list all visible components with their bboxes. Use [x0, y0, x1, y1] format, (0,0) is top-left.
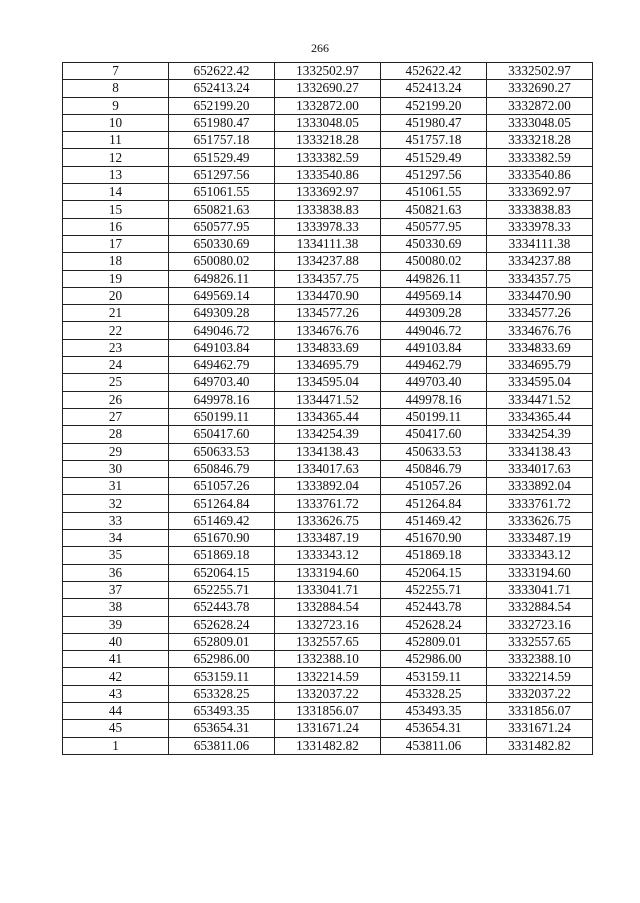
point-number-cell: 31 [63, 478, 169, 495]
y-alt-coordinate-cell: 3333487.19 [487, 530, 593, 547]
point-number-cell: 9 [63, 97, 169, 114]
x-alt-coordinate-cell: 449703.40 [381, 374, 487, 391]
table-row [63, 512, 593, 529]
x-alt-coordinate-cell: 452199.20 [381, 97, 487, 114]
x-coordinate-cell: 651057.26 [169, 478, 275, 495]
table-row [63, 201, 593, 218]
x-coordinate-cell: 650846.79 [169, 460, 275, 477]
y-alt-coordinate-cell: 3333892.04 [487, 478, 593, 495]
y-coordinate-cell: 1332690.27 [275, 80, 381, 97]
y-alt-coordinate-cell: 3332723.16 [487, 616, 593, 633]
y-alt-coordinate-cell: 3331856.07 [487, 702, 593, 719]
y-coordinate-cell: 1333540.86 [275, 166, 381, 183]
y-alt-coordinate-cell: 3334111.38 [487, 235, 593, 252]
x-coordinate-cell: 649826.11 [169, 270, 275, 287]
point-number-cell: 22 [63, 322, 169, 339]
table-row [63, 581, 593, 598]
coordinate-table [62, 62, 593, 755]
table-row [63, 63, 593, 80]
y-coordinate-cell: 1333048.05 [275, 114, 381, 131]
x-alt-coordinate-cell: 452809.01 [381, 633, 487, 650]
y-coordinate-cell: 1334676.76 [275, 322, 381, 339]
x-coordinate-cell: 651061.55 [169, 184, 275, 201]
x-alt-coordinate-cell: 451529.49 [381, 149, 487, 166]
table-row [63, 720, 593, 737]
point-number-cell: 10 [63, 114, 169, 131]
table-row [63, 443, 593, 460]
x-coordinate-cell: 649309.28 [169, 305, 275, 322]
x-coordinate-cell: 651469.42 [169, 512, 275, 529]
x-coordinate-cell: 650199.11 [169, 408, 275, 425]
point-number-cell: 23 [63, 339, 169, 356]
table-row [63, 80, 593, 97]
table-row [63, 685, 593, 702]
point-number-cell: 41 [63, 651, 169, 668]
point-number-cell: 44 [63, 702, 169, 719]
point-number-cell: 16 [63, 218, 169, 235]
x-coordinate-cell: 650080.02 [169, 253, 275, 270]
y-alt-coordinate-cell: 3333838.83 [487, 201, 593, 218]
table-row [63, 374, 593, 391]
table-row [63, 270, 593, 287]
point-number-cell: 29 [63, 443, 169, 460]
x-alt-coordinate-cell: 451057.26 [381, 478, 487, 495]
y-alt-coordinate-cell: 3334365.44 [487, 408, 593, 425]
y-alt-coordinate-cell: 3334471.52 [487, 391, 593, 408]
y-coordinate-cell: 1334577.26 [275, 305, 381, 322]
table-row [63, 616, 593, 633]
table-row [63, 460, 593, 477]
table-row [63, 408, 593, 425]
x-coordinate-cell: 650633.53 [169, 443, 275, 460]
y-alt-coordinate-cell: 3333048.05 [487, 114, 593, 131]
point-number-cell: 45 [63, 720, 169, 737]
x-coordinate-cell: 651264.84 [169, 495, 275, 512]
point-number-cell: 35 [63, 547, 169, 564]
x-coordinate-cell: 650821.63 [169, 201, 275, 218]
y-alt-coordinate-cell: 3333343.12 [487, 547, 593, 564]
y-coordinate-cell: 1334365.44 [275, 408, 381, 425]
y-alt-coordinate-cell: 3334577.26 [487, 305, 593, 322]
y-coordinate-cell: 1334138.43 [275, 443, 381, 460]
x-coordinate-cell: 651529.49 [169, 149, 275, 166]
y-alt-coordinate-cell: 3332502.97 [487, 63, 593, 80]
x-alt-coordinate-cell: 452413.24 [381, 80, 487, 97]
point-number-cell: 34 [63, 530, 169, 547]
point-number-cell: 20 [63, 287, 169, 304]
y-alt-coordinate-cell: 3334357.75 [487, 270, 593, 287]
y-coordinate-cell: 1334595.04 [275, 374, 381, 391]
x-coordinate-cell: 653811.06 [169, 737, 275, 754]
point-number-cell: 36 [63, 564, 169, 581]
x-coordinate-cell: 652809.01 [169, 633, 275, 650]
y-alt-coordinate-cell: 3333692.97 [487, 184, 593, 201]
y-alt-coordinate-cell: 3334833.69 [487, 339, 593, 356]
x-coordinate-cell: 649046.72 [169, 322, 275, 339]
y-coordinate-cell: 1332872.00 [275, 97, 381, 114]
x-alt-coordinate-cell: 451297.56 [381, 166, 487, 183]
x-coordinate-cell: 652255.71 [169, 581, 275, 598]
table-row [63, 166, 593, 183]
y-coordinate-cell: 1333692.97 [275, 184, 381, 201]
point-number-cell: 1 [63, 737, 169, 754]
point-number-cell: 26 [63, 391, 169, 408]
x-alt-coordinate-cell: 449978.16 [381, 391, 487, 408]
point-number-cell: 8 [63, 80, 169, 97]
x-alt-coordinate-cell: 450846.79 [381, 460, 487, 477]
y-alt-coordinate-cell: 3334595.04 [487, 374, 593, 391]
x-alt-coordinate-cell: 452255.71 [381, 581, 487, 598]
point-number-cell: 40 [63, 633, 169, 650]
y-alt-coordinate-cell: 3333761.72 [487, 495, 593, 512]
x-alt-coordinate-cell: 450330.69 [381, 235, 487, 252]
point-number-cell: 43 [63, 685, 169, 702]
y-coordinate-cell: 1331671.24 [275, 720, 381, 737]
y-coordinate-cell: 1334833.69 [275, 339, 381, 356]
x-alt-coordinate-cell: 453811.06 [381, 737, 487, 754]
table-row [63, 322, 593, 339]
point-number-cell: 42 [63, 668, 169, 685]
point-number-cell: 11 [63, 132, 169, 149]
y-coordinate-cell: 1334357.75 [275, 270, 381, 287]
x-coordinate-cell: 649978.16 [169, 391, 275, 408]
table-row [63, 305, 593, 322]
table-row [63, 530, 593, 547]
y-coordinate-cell: 1333626.75 [275, 512, 381, 529]
y-alt-coordinate-cell: 3333041.71 [487, 581, 593, 598]
y-alt-coordinate-cell: 3334138.43 [487, 443, 593, 460]
y-coordinate-cell: 1333761.72 [275, 495, 381, 512]
x-alt-coordinate-cell: 450633.53 [381, 443, 487, 460]
x-coordinate-cell: 653159.11 [169, 668, 275, 685]
table-row [63, 391, 593, 408]
point-number-cell: 24 [63, 357, 169, 374]
y-coordinate-cell: 1332723.16 [275, 616, 381, 633]
point-number-cell: 19 [63, 270, 169, 287]
x-coordinate-cell: 651297.56 [169, 166, 275, 183]
point-number-cell: 25 [63, 374, 169, 391]
table-row [63, 218, 593, 235]
y-alt-coordinate-cell: 3333194.60 [487, 564, 593, 581]
y-coordinate-cell: 1333218.28 [275, 132, 381, 149]
y-alt-coordinate-cell: 3333218.28 [487, 132, 593, 149]
x-alt-coordinate-cell: 451264.84 [381, 495, 487, 512]
y-alt-coordinate-cell: 3334695.79 [487, 357, 593, 374]
y-coordinate-cell: 1333041.71 [275, 581, 381, 598]
table-row [63, 149, 593, 166]
x-coordinate-cell: 651869.18 [169, 547, 275, 564]
y-alt-coordinate-cell: 3332214.59 [487, 668, 593, 685]
point-number-cell: 17 [63, 235, 169, 252]
y-coordinate-cell: 1333892.04 [275, 478, 381, 495]
x-alt-coordinate-cell: 450417.60 [381, 426, 487, 443]
x-alt-coordinate-cell: 452443.78 [381, 599, 487, 616]
table-row [63, 357, 593, 374]
x-alt-coordinate-cell: 450199.11 [381, 408, 487, 425]
x-alt-coordinate-cell: 449046.72 [381, 322, 487, 339]
point-number-cell: 37 [63, 581, 169, 598]
table-row [63, 184, 593, 201]
x-coordinate-cell: 651757.18 [169, 132, 275, 149]
table-row [63, 599, 593, 616]
x-alt-coordinate-cell: 449309.28 [381, 305, 487, 322]
x-alt-coordinate-cell: 452628.24 [381, 616, 487, 633]
x-coordinate-cell: 653654.31 [169, 720, 275, 737]
x-alt-coordinate-cell: 452986.00 [381, 651, 487, 668]
table-row [63, 253, 593, 270]
point-number-cell: 21 [63, 305, 169, 322]
x-alt-coordinate-cell: 449569.14 [381, 287, 487, 304]
x-coordinate-cell: 649703.40 [169, 374, 275, 391]
point-number-cell: 38 [63, 599, 169, 616]
x-coordinate-cell: 649462.79 [169, 357, 275, 374]
y-coordinate-cell: 1332502.97 [275, 63, 381, 80]
y-alt-coordinate-cell: 3334254.39 [487, 426, 593, 443]
x-coordinate-cell: 650577.95 [169, 218, 275, 235]
table-row [63, 339, 593, 356]
y-coordinate-cell: 1333838.83 [275, 201, 381, 218]
y-alt-coordinate-cell: 3332037.22 [487, 685, 593, 702]
table-row [63, 737, 593, 754]
y-coordinate-cell: 1331482.82 [275, 737, 381, 754]
y-coordinate-cell: 1334254.39 [275, 426, 381, 443]
y-alt-coordinate-cell: 3333978.33 [487, 218, 593, 235]
x-alt-coordinate-cell: 453159.11 [381, 668, 487, 685]
x-coordinate-cell: 649103.84 [169, 339, 275, 356]
table-row [63, 633, 593, 650]
x-coordinate-cell: 652622.42 [169, 63, 275, 80]
y-alt-coordinate-cell: 3333626.75 [487, 512, 593, 529]
x-alt-coordinate-cell: 450821.63 [381, 201, 487, 218]
x-coordinate-cell: 651980.47 [169, 114, 275, 131]
x-coordinate-cell: 652986.00 [169, 651, 275, 668]
point-number-cell: 7 [63, 63, 169, 80]
y-alt-coordinate-cell: 3334237.88 [487, 253, 593, 270]
y-alt-coordinate-cell: 3334017.63 [487, 460, 593, 477]
x-alt-coordinate-cell: 450577.95 [381, 218, 487, 235]
point-number-cell: 28 [63, 426, 169, 443]
y-alt-coordinate-cell: 3332884.54 [487, 599, 593, 616]
x-alt-coordinate-cell: 451869.18 [381, 547, 487, 564]
y-coordinate-cell: 1331856.07 [275, 702, 381, 719]
point-number-cell: 13 [63, 166, 169, 183]
x-coordinate-cell: 651670.90 [169, 530, 275, 547]
point-number-cell: 33 [63, 512, 169, 529]
y-coordinate-cell: 1332388.10 [275, 651, 381, 668]
x-coordinate-cell: 650417.60 [169, 426, 275, 443]
x-coordinate-cell: 652443.78 [169, 599, 275, 616]
x-coordinate-cell: 649569.14 [169, 287, 275, 304]
y-coordinate-cell: 1333343.12 [275, 547, 381, 564]
x-coordinate-cell: 652199.20 [169, 97, 275, 114]
y-alt-coordinate-cell: 3332557.65 [487, 633, 593, 650]
x-alt-coordinate-cell: 453493.35 [381, 702, 487, 719]
x-coordinate-cell: 653493.35 [169, 702, 275, 719]
table-row [63, 702, 593, 719]
y-coordinate-cell: 1333978.33 [275, 218, 381, 235]
table-row [63, 668, 593, 685]
x-alt-coordinate-cell: 451061.55 [381, 184, 487, 201]
y-alt-coordinate-cell: 3332388.10 [487, 651, 593, 668]
point-number-cell: 18 [63, 253, 169, 270]
table-row [63, 547, 593, 564]
y-coordinate-cell: 1333487.19 [275, 530, 381, 547]
x-coordinate-cell: 652628.24 [169, 616, 275, 633]
x-alt-coordinate-cell: 449826.11 [381, 270, 487, 287]
y-alt-coordinate-cell: 3334676.76 [487, 322, 593, 339]
table-row [63, 114, 593, 131]
x-alt-coordinate-cell: 450080.02 [381, 253, 487, 270]
y-alt-coordinate-cell: 3332872.00 [487, 97, 593, 114]
y-coordinate-cell: 1334471.52 [275, 391, 381, 408]
point-number-cell: 27 [63, 408, 169, 425]
table-row [63, 132, 593, 149]
y-coordinate-cell: 1334237.88 [275, 253, 381, 270]
x-alt-coordinate-cell: 451980.47 [381, 114, 487, 131]
table-row [63, 564, 593, 581]
coordinate-table-body [63, 63, 593, 755]
y-alt-coordinate-cell: 3331671.24 [487, 720, 593, 737]
table-row [63, 287, 593, 304]
x-alt-coordinate-cell: 449462.79 [381, 357, 487, 374]
point-number-cell: 39 [63, 616, 169, 633]
y-coordinate-cell: 1332214.59 [275, 668, 381, 685]
y-coordinate-cell: 1334017.63 [275, 460, 381, 477]
point-number-cell: 30 [63, 460, 169, 477]
y-coordinate-cell: 1332884.54 [275, 599, 381, 616]
point-number-cell: 12 [63, 149, 169, 166]
x-coordinate-cell: 652064.15 [169, 564, 275, 581]
x-alt-coordinate-cell: 451469.42 [381, 512, 487, 529]
x-coordinate-cell: 652413.24 [169, 80, 275, 97]
page-number: 266 [311, 41, 329, 55]
y-alt-coordinate-cell: 3334470.90 [487, 287, 593, 304]
y-coordinate-cell: 1334470.90 [275, 287, 381, 304]
x-alt-coordinate-cell: 453328.25 [381, 685, 487, 702]
table-row [63, 651, 593, 668]
y-coordinate-cell: 1334111.38 [275, 235, 381, 252]
y-coordinate-cell: 1334695.79 [275, 357, 381, 374]
point-number-cell: 15 [63, 201, 169, 218]
x-alt-coordinate-cell: 451670.90 [381, 530, 487, 547]
y-alt-coordinate-cell: 3333540.86 [487, 166, 593, 183]
point-number-cell: 32 [63, 495, 169, 512]
y-coordinate-cell: 1332037.22 [275, 685, 381, 702]
x-alt-coordinate-cell: 453654.31 [381, 720, 487, 737]
y-coordinate-cell: 1333382.59 [275, 149, 381, 166]
y-alt-coordinate-cell: 3331482.82 [487, 737, 593, 754]
y-alt-coordinate-cell: 3332690.27 [487, 80, 593, 97]
x-alt-coordinate-cell: 449103.84 [381, 339, 487, 356]
table-row [63, 478, 593, 495]
x-coordinate-cell: 650330.69 [169, 235, 275, 252]
x-alt-coordinate-cell: 451757.18 [381, 132, 487, 149]
x-coordinate-cell: 653328.25 [169, 685, 275, 702]
table-row [63, 426, 593, 443]
table-row [63, 97, 593, 114]
x-alt-coordinate-cell: 452622.42 [381, 63, 487, 80]
table-row [63, 495, 593, 512]
x-alt-coordinate-cell: 452064.15 [381, 564, 487, 581]
point-number-cell: 14 [63, 184, 169, 201]
y-coordinate-cell: 1333194.60 [275, 564, 381, 581]
table-row [63, 235, 593, 252]
y-alt-coordinate-cell: 3333382.59 [487, 149, 593, 166]
y-coordinate-cell: 1332557.65 [275, 633, 381, 650]
